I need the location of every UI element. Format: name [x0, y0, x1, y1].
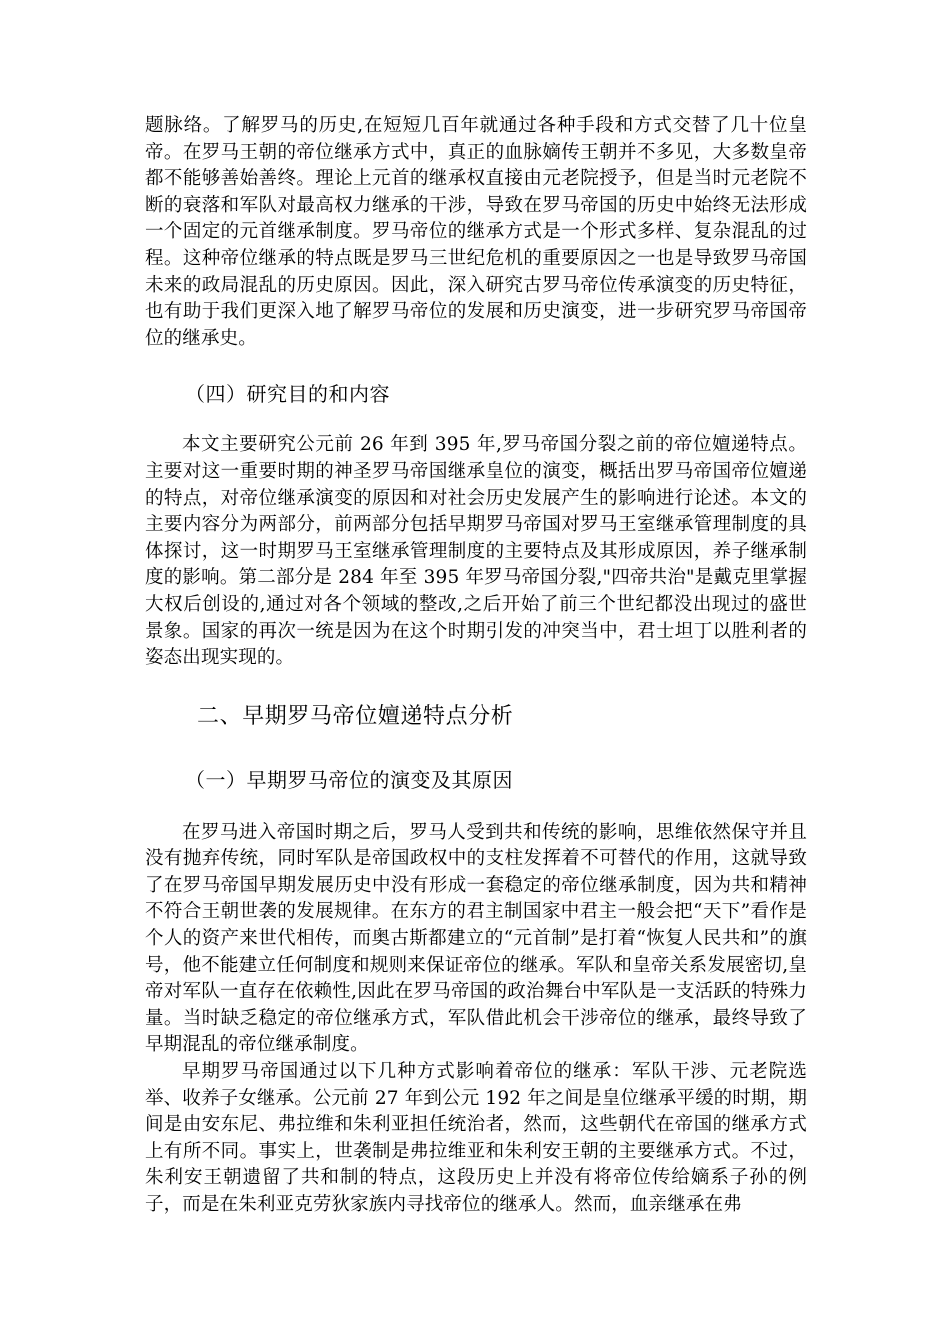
chapter-heading: 二、早期罗马帝位嬗递特点分析 — [197, 703, 514, 729]
document-page — [145, 113, 807, 1219]
body-paragraph: 早期罗马帝国通过以下几种方式影响着帝位的继承：军队干涉、元老院选举、收养子女继承。公元前 27 年到公元 192 年之间是皇位继承平缓的时期，期间是由安东尼、弗拉维和朱利亚担任统治者，然而，这些朝代在帝国的继承方式上有所不同。事实上，世袭制是弗拉维亚和朱利安王朝的主要继承方式。不过，朱利安王朝遗留了共和制的特点，这段历史上并没有将帝位传给嫡系子孙的例子，而是在朱利亚克劳狄家族内寻找帝位的继承人。然而，血亲继承在弗 — [145, 1061, 807, 1215]
body-paragraph: 在罗马进入帝国时期之后，罗马人受到共和传统的影响，思维依然保守并且没有抛弃传统，同时军队是帝国政权中的支柱发挥着不可替代的作用，这就导致了在罗马帝国早期发展历史中没有形成一套稳定的帝位继承制度，因为共和精神不符合王朝世袭的发展规律。在东方的君主制国家中君主一般会把“天下”看作是个人的资产来世代相传，而奥古斯都建立的“元首制”是打着“恢复人民共和”的旗号，他不能建立任何制度和规则来保证帝位的继承。军队和皇帝关系发展密切,皇帝对军队一直存在依赖性,因此在罗马帝国的政治舞台中军队是一支活跃的特殊力量。当时缺乏稳定的帝位继承方式，军队借此机会干涉帝位的继承，最终导致了早期混乱的帝位继承制度。 — [145, 821, 807, 1056]
intro-paragraph: 题脉络。了解罗马的历史,在短短几百年就通过各种手段和方式交替了几十位皇帝。在罗马王朝的帝位继承方式中，真正的血脉嫡传王朝并不多见，大多数皇帝都不能够善始善终。理论上元首的继承权直接由元老院授予，但是当时元老院不断的衰落和军队对最高权力继承的干涉，导致在罗马帝国的历史中始终无法形成一个固定的元首继承制度。罗马帝位的继承方式是一个形式多样、复杂混乱的过程。这种帝位继承的特点既是罗马三世纪危机的重要原因之一也是导致罗马帝国未来的政局混乱的历史原因。因此，深入研究古罗马帝位传承演变的历史特征，也有助于我们更深入地了解罗马帝位的发展和历史演变，进一步研究罗马帝国帝位的继承史。 — [145, 115, 807, 349]
section-heading-research-purpose: （四）研究目的和内容 — [185, 382, 390, 407]
purpose-paragraph: 本文主要研究公元前 26 年到 395 年,罗马帝国分裂之前的帝位嬗递特点。主要对这一重要时期的神圣罗马帝国继承皇位的演变，概括出罗马帝国帝位嬗递的特点，对帝位继承演变的原因和对社会历史发展产生的影响进行论述。本文的主要内容分为两部分，前两部分包括早期罗马帝国对罗马王室继承管理制度的具体探讨，这一时期罗马王室继承管理制度的主要特点及其形成原因，养子继承制度的影响。第二部分是 284 年至 395 年罗马帝国分裂,"四帝共治"是戴克里掌握大权后创设的,通过对各个领域的整改,之后开始了前三个世纪都没出现过的盛世景象。国家的再次一统是因为在这个时期引发的冲突当中，君士坦丁以胜利者的姿态出现实现的。 — [145, 434, 807, 669]
section-heading-evolution: （一）早期罗马帝位的演变及其原因 — [185, 767, 513, 792]
